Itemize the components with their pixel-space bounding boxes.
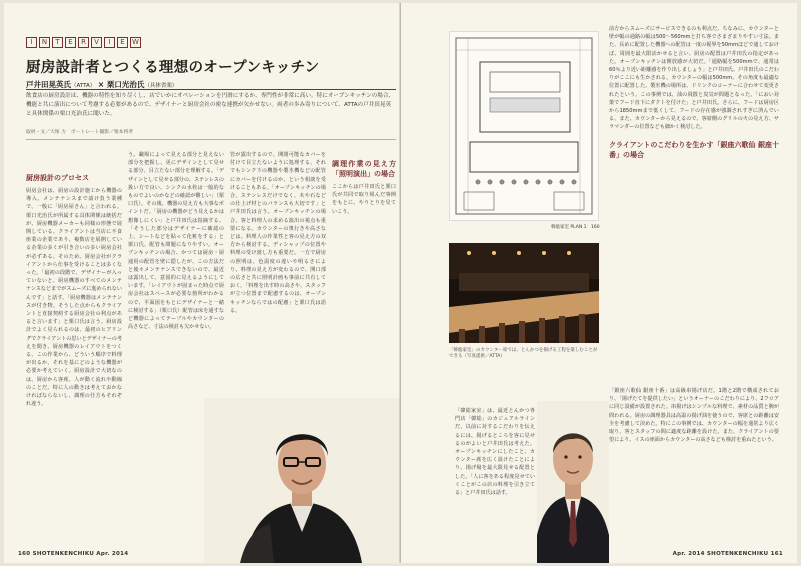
section-letter: V — [91, 37, 102, 48]
section-label — [26, 37, 141, 48]
floor-plan-drawing — [449, 31, 599, 221]
kitchen-photo-svg — [449, 243, 599, 343]
footer-left: 160 SHOTENKENCHIKU Apr. 2014 — [18, 551, 129, 557]
body-column-1 — [26, 165, 122, 557]
title-rule — [26, 89, 396, 90]
section-letter: E — [65, 37, 76, 48]
article-title: 厨房設計者とつくる理想のオープンキッチン — [26, 60, 320, 76]
name-1: 戸井田晃英氏 — [26, 80, 71, 89]
right-page — [401, 3, 797, 563]
paragraph: 厨房会社は、厨房の設計施工から機器の導入、メンテナンスまで請け負う業種で、一般に「厨房屋さん」と言われる。栗口光治氏が所属する具体関係は統括だが、厨房機器メーカーも同様の形態で展開している。クライアントは当店に不食座業の企業であり、複数店を展開している企業の多くが引き合いの多い厨房会社が必ずある。そのため、厨房会社がクライアントから仕事を受けることは多くなった。「最初の段階で、デザイナーが入っていないと、厨房機器のすべてのメンテナンスなどまでがスムーズに進められないんです」と話す。「厨房機器はメンテナンスが付き物。そうした点からもクライアントと直接契約する厨房会社の利点があると言います」と栗口氏は言う。厨房設計でよく見られるのは、最初のヒアリングでクライアントの思いとデザイナーの考えを聞き、厨房機器のレイアウトをつくる。この作業から、どういう順序で料理が出るか、それを基にどのような機器が必要か考えていく。厨房設計で大切なのは、厨房から客席、人が動く流れや動線のことだ。特に人の動きは考えておかなければならないし、調理の仕方もそれぞれ違う。 — [26, 188, 122, 408]
section-letter: R — [78, 37, 89, 48]
section-letter: W — [130, 37, 141, 48]
org-1: （ATTA） — [71, 83, 96, 89]
section-letter: I — [104, 37, 115, 48]
section-letter: E — [117, 37, 128, 48]
paragraph: う。職場によって見える部分と見えない部分を把握し、更にデザインとして見せる部分、目立たない部分を理解する。「デザインとして見せる部分の、ステンレスの扱い方で良い、シンクの水栓は一般的なものでよいのかなどの確認が難しい」（栗口氏）。その後、機器の見え方も大事なポイントだ。「厨房の機器がどう見えるかは想像しにくい」と戸井田氏は指摘する。「そうした部分はデザイナーに確認の上、シートなどを貼って化粧をする」と栗口氏。配管も問題になりやすい。オープンキッチンの場合、かつては厨房・厨通用の配管を壁に隠したが、この方法だと後々メンテナンスできないので、最近は露出して、意図的に見えるようにしています。「レイアウトが固まった時点で厨房会社はスペースが必要な箇所がわかるので、平面図をもとにデザイナーと一緒に検討する」（栗口氏）配管は床を通すなど機器によってテーブルやカウンターの高さなど、寸法の検討も欠かせない。 — [128, 152, 224, 331]
floor-plan-svg — [450, 32, 598, 220]
paragraph: ここからは戸井田氏と栗口氏が共同で取り組んだ事例をもとに、やりとりを見ていこう。 — [332, 184, 396, 215]
kitchen-caption: 「韓総家室」のカウンター席では、とんかつを揚げる工程を楽しむことができる（写真提供／ATTA） — [449, 348, 598, 359]
portrait-photo-kuriguchi — [537, 401, 609, 563]
section-letter: T — [52, 37, 63, 48]
paragraph: 「銀座六歌仙 銀座十番」は高級串揚げ店だ。1階と2階で構成されており、「揚げたてを提供したい」というオーナーのこだわりにより、2フロアに同じ設備が設置された。串揚げはシンプルな料理で、素材の品質と腕が問われる。厨房の調理器具は高温の揚げ油を使うので、客席との距離は安全を考慮して決めた。特にこの事例では、カウンターの幅を通常より広く取り、客とスタッフの間に適度な距離を設けた。また、クライアントの要望により、イスの座面からカウンターの高さなども検討を重ねたという。 — [609, 388, 779, 444]
section-letter: N — [39, 37, 50, 48]
body-column-right-low — [455, 407, 535, 547]
paragraph: 前方からスムーズにサービスできるのも利点だ。ちなみに、カウンターと壁が幅の通路の幅は500～560mmと打ち客でさまざまりやすい寸法。また、長めに配置した機器への配管は一度の視界を50mmほどで通しておけば、周囲を最大限活かせると言い、厨房の配置は戸井田氏の指定があった。オープンキッチンは開放感が大切だ。「通路幅を500mmで、通常は60％より近い距離感を作り出しましょう」と戸井田氏。戸井田氏のこだわりがここにも生かされる。カウンターの幅は500mm。その角度も最適な位置に配置した。製氷機の場所は、ドリンクのコーナーに合わせて変更されたという。この事例では、油の飛散と臭気が問題となった。「におい対策でフード直下にダクトを付けた」と戸井田氏。さらに、フードは厨房区から1850mmまで低くして、フードの存在感が強調されすぎに済んでいる。また、カウンターから見えるので、客席側のグリルの火の見え方、サラマンダーの位置なども細かく検討した。 — [609, 26, 779, 131]
portrait-illustration — [204, 398, 400, 563]
section-heading: 調理作業の見え方「照明演出」の場合 — [332, 160, 396, 178]
portrait-illustration — [537, 401, 609, 563]
section-letter: I — [26, 37, 37, 48]
magazine-spread — [4, 3, 797, 563]
credit-line: 取材・文／大塚 力 ポートレート撮影／栗本将孝 — [26, 130, 134, 135]
section-heading: クライアントのこだわりを生かす「銀座六歌仙 銀座十番」の場合 — [609, 140, 779, 159]
name-2: × 栗口光治氏 — [97, 80, 145, 89]
paragraph: 「韓総家室」は、最近とんかつ専門店「韓総」のカジュアルラインだ。以前に対するこだわりを伝えるには、揚げるところを客に見せるのがよいと戸井田氏は考えた。オープンキッチンにしたこと、カウンター席を広く設けたことにより、揚げ場を最大限見せる配置とした。「人に客をある程度見せていくことがこの店の料理を引き立てる」と戸井田氏は話す。 — [455, 408, 535, 497]
body-column-2 — [128, 151, 224, 406]
section-heading: 厨房設計のプロセス — [26, 174, 89, 182]
body-column-4 — [332, 151, 396, 406]
body-column-right-mid — [609, 387, 779, 547]
portrait-photo-toida — [204, 398, 400, 563]
paragraph: 管が露出するので、開閉可能なカバーを付けて目立たないように処理する。それでもシンク下の機器や製氷機などの配管にカバーを付けるのか、という相談を受けることもある。「オープンキッチンの場合、ステンレスだけでなく、木や石などの仕上げ材とのバランスも大切です」と戸井田氏は言う。オープンキッチンの場合、客と料理人の求める演出の視点も重要になる。カウンターの奥行きや高さなどは、料理人の作業性と客の見え方の双方から検討する。ディシャップの位置や料理の受け渡し方も重要だ。一方で厨房の照明は、色温度の違いや明るさにより、料理の見え方が変わるので、開口部の広さと共に照明計画も事前に共有しておく。「料理を出す時の高さや、スタッフが立つ位置まで配慮するのは、オープンキッチンならではの配慮」と栗口氏は語る。 — [230, 152, 326, 314]
lead-text: 飲食店の厨房設計は、機器の特性を知り尽くし、店でいかにオペレーションを円滑にするか、専門性が非常に高い。特にオープンキッチンの場合、機能と共に演出について考慮する必要があるので、デザイナーと厨房会社の密な連携が欠かせない。両者の歩み寄りについて、ATTAの戸井田晃英と具体関係の栗口光治氏に聞いた。 — [26, 93, 395, 117]
body-column-right-top — [609, 25, 779, 355]
divider — [26, 139, 396, 140]
plan-caption: 韓総家室 PLAN 1：160 — [551, 225, 600, 230]
org-2: （具体省楽） — [144, 83, 178, 89]
footer-right: Apr. 2014 SHOTENKENCHIKU 161 — [672, 551, 783, 557]
kitchen-photo — [449, 243, 599, 343]
left-page — [4, 3, 400, 563]
body-column-3 — [230, 151, 326, 406]
